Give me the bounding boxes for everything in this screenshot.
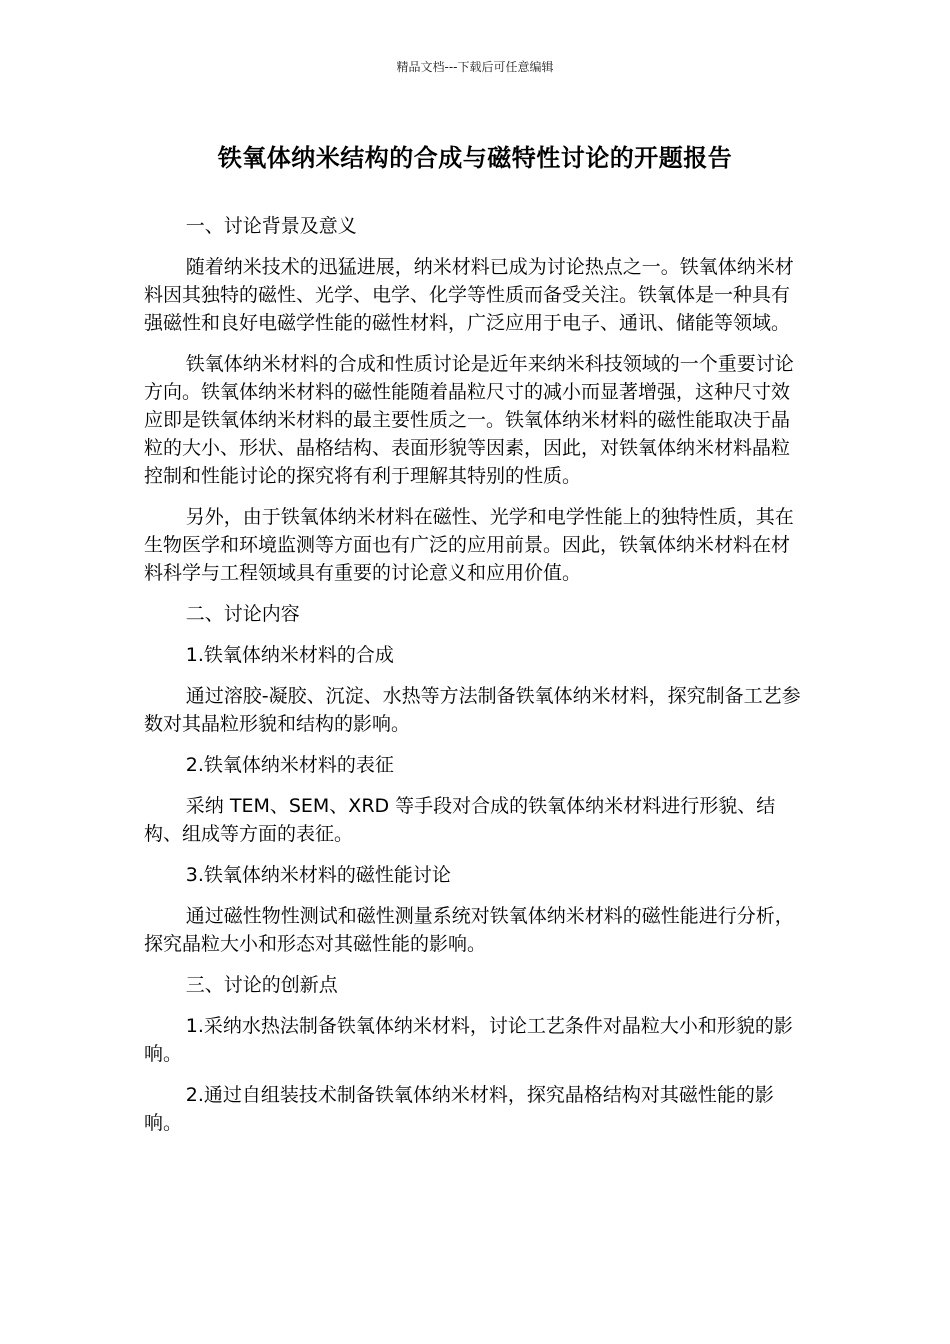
- paragraph: 另外，由于铁氧体纳米材料在磁性、光学和电学性能上的独特性质，其在生物医学和环境监测等方面也有广泛的应用前景。因此，铁氧体纳米材料在材料科学与工程领域具有重要的讨论意义和应用价值。: [144, 506, 794, 584]
- paragraph: 1.采纳水热法制备铁氧体纳米材料，讨论工艺条件对晶粒大小和形貌的影响。: [144, 1015, 793, 1065]
- paragraph: 采纳 TEM、SEM、XRD 等手段对合成的铁氧体纳米材料进行形貌、结构、组成等方面的表征。: [144, 795, 776, 845]
- paragraph: 铁氧体纳米材料的合成和性质讨论是近年来纳米科技领域的一个重要讨论方向。铁氧体纳米材料的磁性能随着晶粒尺寸的减小而显著增强，这种尺寸效应即是铁氧体纳米材料的最主要性质之一。铁氧体纳米材料的磁性能取决于晶粒的大小、形状、晶格结构、表面形貌等因素，因此，对铁氧体纳米材料晶粒控制和性能讨论的探究将有利于理解其特别的性质。: [144, 353, 794, 487]
- paragraph: 2.通过自组装技术制备铁氧体纳米材料，探究晶格结构对其磁性能的影响。: [144, 1084, 774, 1134]
- section-heading-content: 二、讨论内容: [185, 603, 300, 625]
- subheading-characterization: 2.铁氧体纳米材料的表征: [185, 754, 394, 776]
- header-note: 精品文档---下载后可任意编辑: [396, 60, 554, 74]
- paragraph: 通过溶胶-凝胶、沉淀、水热等方法制备铁氧体纳米材料，探究制备工艺参数对其晶粒形貌和结构的影响。: [144, 685, 801, 735]
- subheading-synthesis: 1.铁氧体纳米材料的合成: [185, 644, 394, 666]
- document-body: [144, 212, 804, 1150]
- section-heading-innovation: 三、讨论的创新点: [185, 974, 338, 996]
- paragraph: 随着纳米技术的迅猛进展，纳米材料已成为讨论热点之一。铁氧体纳米材料因其独特的磁性、光学、电学、化学等性质而备受关注。铁氧体是一种具有强磁性和良好电磁学性能的磁性材料，广泛应用于电子、通讯、储能等领域。: [144, 256, 794, 334]
- paragraph: 通过磁性物性测试和磁性测量系统对铁氧体纳米材料的磁性能进行分析，探究晶粒大小和形态对其磁性能的影响。: [144, 905, 794, 955]
- section-heading-background: 一、讨论背景及意义: [185, 215, 357, 237]
- document-title: 铁氧体纳米结构的合成与磁特性讨论的开题报告: [217, 144, 733, 172]
- subheading-magnetic-properties: 3.铁氧体纳米材料的磁性能讨论: [185, 864, 451, 886]
